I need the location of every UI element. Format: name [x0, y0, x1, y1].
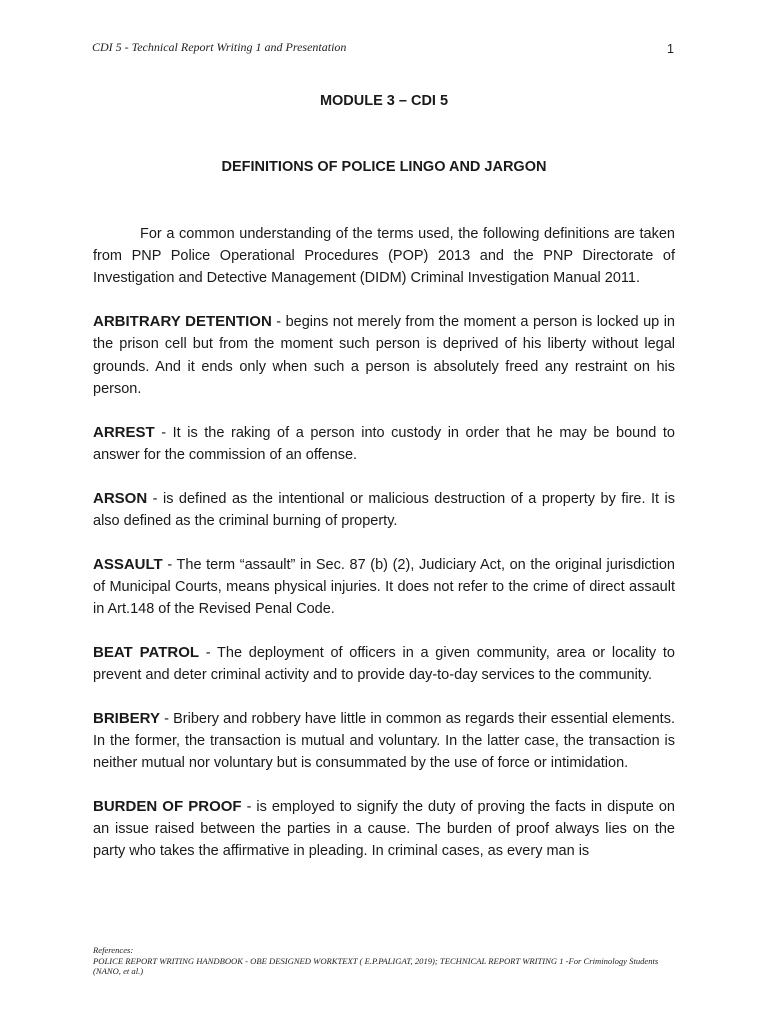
definition-term: BRIBERY [93, 709, 160, 727]
definition-term: ARBITRARY DETENTION [93, 313, 272, 331]
definition-text: - The term “assault” in Sec. 87 (b) (2), Judiciary Act, on the original jurisdiction of Municipal Courts, means physical injuries. It does not refer to the crime of direct assault in Art.148 of the Revised Penal Code. [93, 556, 675, 618]
references-footer [93, 945, 673, 977]
module-title: MODULE 3 – CDI 5 [319, 93, 449, 109]
definition-text: - begins not merely from the moment a person is locked up in the prison cell but from the moment such person is deprived of his liberty without legal grounds. And it ends only when such a person is absolutely freed any restraint on his person. [93, 314, 675, 397]
definition-text: - It is the raking of a person into custody in order that he may be bound to answer for the commission of an offense. [93, 424, 675, 463]
definition-paragraph [93, 554, 675, 621]
references-label: References: [93, 945, 134, 955]
definition-text: - The deployment of officers in a given community, area or locality to prevent and deter criminal activity and to provide day-to-day services to the community. [93, 644, 675, 684]
definition-paragraph [93, 422, 675, 466]
definition-paragraph [93, 708, 675, 775]
running-header: CDI 5 - Technical Report Writing 1 and Presentation [92, 40, 347, 54]
definition-text: - Bribery and robbery have little in common as regards their essential elements. In the former, the transaction is mutual and voluntary. In the latter case, the transaction is neither mutual nor voluntary but is consummated by the use of force or intimidation. [93, 710, 675, 772]
intro-paragraph: For a common understanding of the terms used, the following definitions are taken from PNP Police Operational Procedures (POP) 2013 and the PNP Directorate of Investigation and Detective Management (DIDM) Criminal Investigation Manual 2011. [93, 226, 675, 287]
definition-paragraph [93, 642, 675, 686]
page-number: 1 [667, 42, 674, 56]
definition-text: - is defined as the intentional or malicious destruction of a property by fire. It is also defined as the criminal burning of property. [93, 490, 675, 529]
definition-paragraph [93, 311, 675, 400]
definition-term: ARSON [93, 489, 148, 507]
references-text: POLICE REPORT WRITING HANDBOOK - OBE DESIGNED WORKTEXT ( E.P.PALIGAT, 2019); TECHNICAL REPORT WRITING 1 -For Criminology Students (NANO, et al.) [93, 955, 659, 977]
definition-paragraph [93, 796, 675, 863]
definition-term: BURDEN OF PROOF [93, 798, 242, 816]
definition-term: ARREST [93, 423, 155, 441]
definition-term: BEAT PATROL [93, 643, 200, 661]
section-title: DEFINITIONS OF POLICE LINGO AND JARGON [221, 159, 547, 175]
definition-paragraph [93, 488, 675, 532]
definition-text: - is employed to signify the duty of proving the facts in dispute on an issue raised between the parties in a cause. The burden of proof always lies on the party who takes the affirmative in pleading. In criminal cases, as every man is [93, 799, 675, 860]
definition-term: ASSAULT [93, 555, 163, 573]
document-body [93, 223, 675, 884]
